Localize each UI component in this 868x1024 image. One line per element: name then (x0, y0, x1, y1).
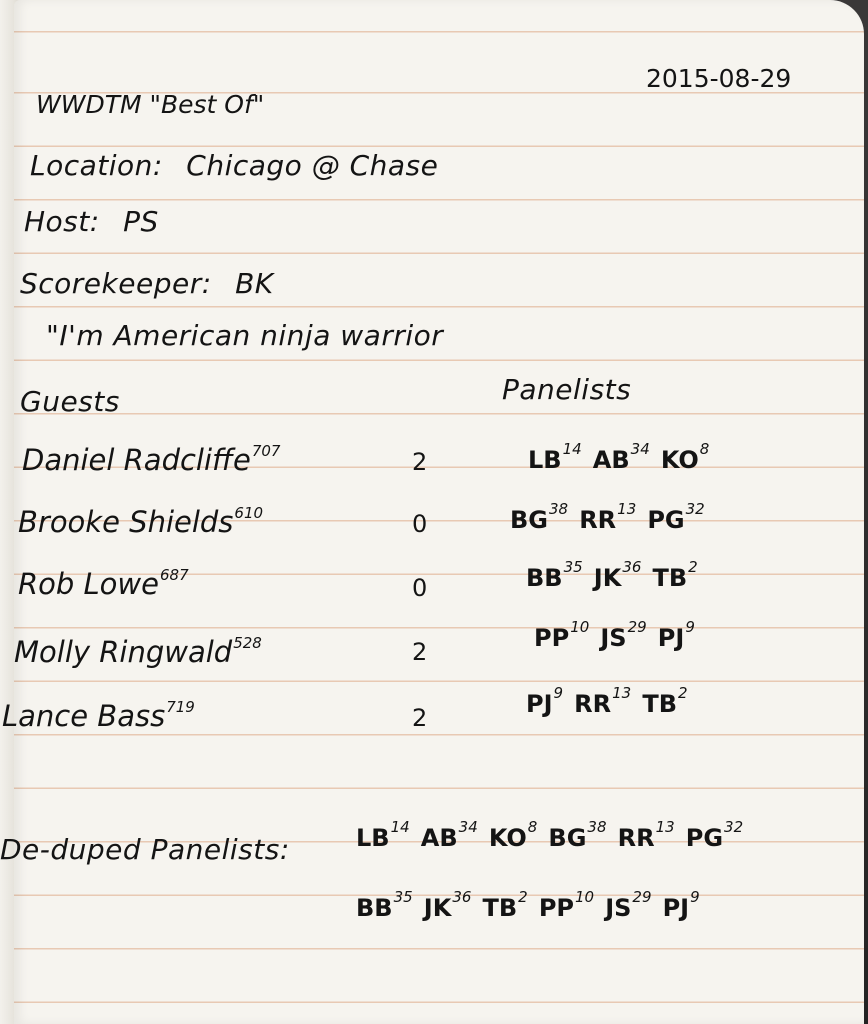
panelist-code: RR (574, 690, 612, 718)
panelist-code: BG (548, 824, 587, 852)
host-value: PS (123, 205, 159, 238)
panelist-code: TB (482, 894, 518, 922)
panelist-number: 34 (458, 818, 478, 836)
deduped-label: De-duped Panelists: (0, 833, 290, 866)
panelist-number: 35 (563, 558, 583, 576)
guest-row-0 (22, 442, 286, 477)
scorekeeper-value: BK (235, 267, 274, 300)
panelist-number: 10 (575, 888, 595, 906)
panelist-number: 29 (627, 618, 647, 636)
panelist-number: 2 (688, 558, 698, 576)
panelist-code: BB (526, 564, 563, 592)
guest-score: 2 (412, 448, 428, 476)
panelist-number: 34 (630, 440, 650, 458)
panelist-code: BB (356, 894, 393, 922)
panelist-number: 2 (518, 888, 528, 906)
guest-number: 707 (251, 442, 281, 460)
panelist-number: 14 (390, 818, 410, 836)
panelist-number: 13 (612, 684, 632, 702)
panelist-number: 13 (655, 818, 675, 836)
panelist-row-3 (534, 618, 701, 652)
panelist-code: BG (510, 506, 548, 534)
panelist-number: 9 (553, 684, 564, 702)
guest-name: Brooke Shields (18, 505, 234, 539)
scorekeeper-label: Scorekeeper: (20, 267, 212, 300)
location-line (30, 149, 439, 182)
panelist-row-2 (526, 558, 704, 592)
guest-name: Molly Ringwald (14, 635, 233, 669)
panelist-number: 38 (587, 818, 607, 836)
guest-number: 719 (166, 698, 195, 716)
quote-line: "I'm American ninja warrior (46, 319, 444, 352)
panelist-number: 32 (724, 818, 744, 836)
guest-score: 0 (412, 510, 428, 538)
panelist-code: JS (605, 894, 632, 922)
panelist-code: PG (647, 506, 685, 534)
panelist-code: LB (528, 446, 562, 474)
panelist-row-4 (526, 684, 694, 718)
page-title: WWDTM "Best Of" (36, 90, 265, 119)
panelist-number: 32 (685, 500, 705, 518)
panelist-number: 8 (527, 818, 538, 836)
panelist-number: 13 (617, 500, 637, 518)
panelist-code: PJ (526, 690, 553, 718)
panelist-number: 9 (685, 618, 695, 636)
panelists-header: Panelists (502, 373, 632, 406)
panelist-number: 36 (622, 558, 642, 576)
panelist-number: 8 (699, 440, 710, 458)
guest-name: Daniel Radcliffe (22, 443, 251, 477)
guest-row-4 (2, 698, 201, 733)
panelist-number: 10 (570, 618, 590, 636)
panelist-number: 9 (690, 888, 700, 906)
guests-header: Guests (20, 385, 120, 418)
scorekeeper-line (20, 267, 274, 300)
panelist-code: AB (420, 824, 458, 852)
panelist-code: KO (660, 446, 699, 474)
panelist-code: JS (600, 624, 627, 652)
panelist-code: TB (652, 564, 688, 592)
host-line (24, 205, 159, 238)
panelist-code: RR (617, 824, 655, 852)
guest-name: Rob Lowe (18, 567, 159, 601)
location-label: Location: (30, 149, 163, 182)
panelist-number: 14 (562, 440, 582, 458)
panelist-row-1 (510, 500, 711, 534)
panelist-code: PP (538, 894, 574, 922)
guest-number: 687 (159, 566, 189, 584)
location-value: Chicago @ Chase (186, 149, 439, 182)
guest-score: 0 (412, 574, 428, 602)
panelist-number: 38 (549, 500, 569, 518)
panelist-row-0 (528, 440, 715, 474)
guest-number: 610 (234, 504, 264, 522)
panelist-code: PJ (657, 624, 685, 652)
page-date: 2015-08-29 (646, 64, 792, 93)
guest-name: Lance Bass (2, 699, 166, 733)
panelist-code: LB (356, 824, 390, 852)
guest-row-1 (18, 504, 269, 539)
guest-number: 528 (233, 634, 262, 652)
panelist-code: JK (593, 564, 622, 592)
panelist-code: JK (423, 894, 452, 922)
guest-score: 2 (412, 638, 428, 666)
panelist-code: PJ (662, 894, 690, 922)
deduped-line-2 (356, 888, 706, 922)
panelist-code: AB (592, 446, 630, 474)
guest-score: 2 (412, 704, 428, 732)
panelist-number: 29 (632, 888, 652, 906)
panelist-code: RR (579, 506, 617, 534)
guest-row-3 (14, 634, 268, 669)
panelist-code: TB (642, 690, 677, 718)
panelist-number: 2 (678, 684, 688, 702)
host-label: Host: (24, 205, 100, 238)
deduped-line-1 (356, 818, 749, 852)
panelist-code: KO (488, 824, 527, 852)
panelist-number: 36 (452, 888, 472, 906)
panelist-code: PP (534, 624, 570, 652)
panelist-number: 35 (393, 888, 413, 906)
guest-row-2 (18, 566, 195, 601)
panelist-code: PG (685, 824, 724, 852)
